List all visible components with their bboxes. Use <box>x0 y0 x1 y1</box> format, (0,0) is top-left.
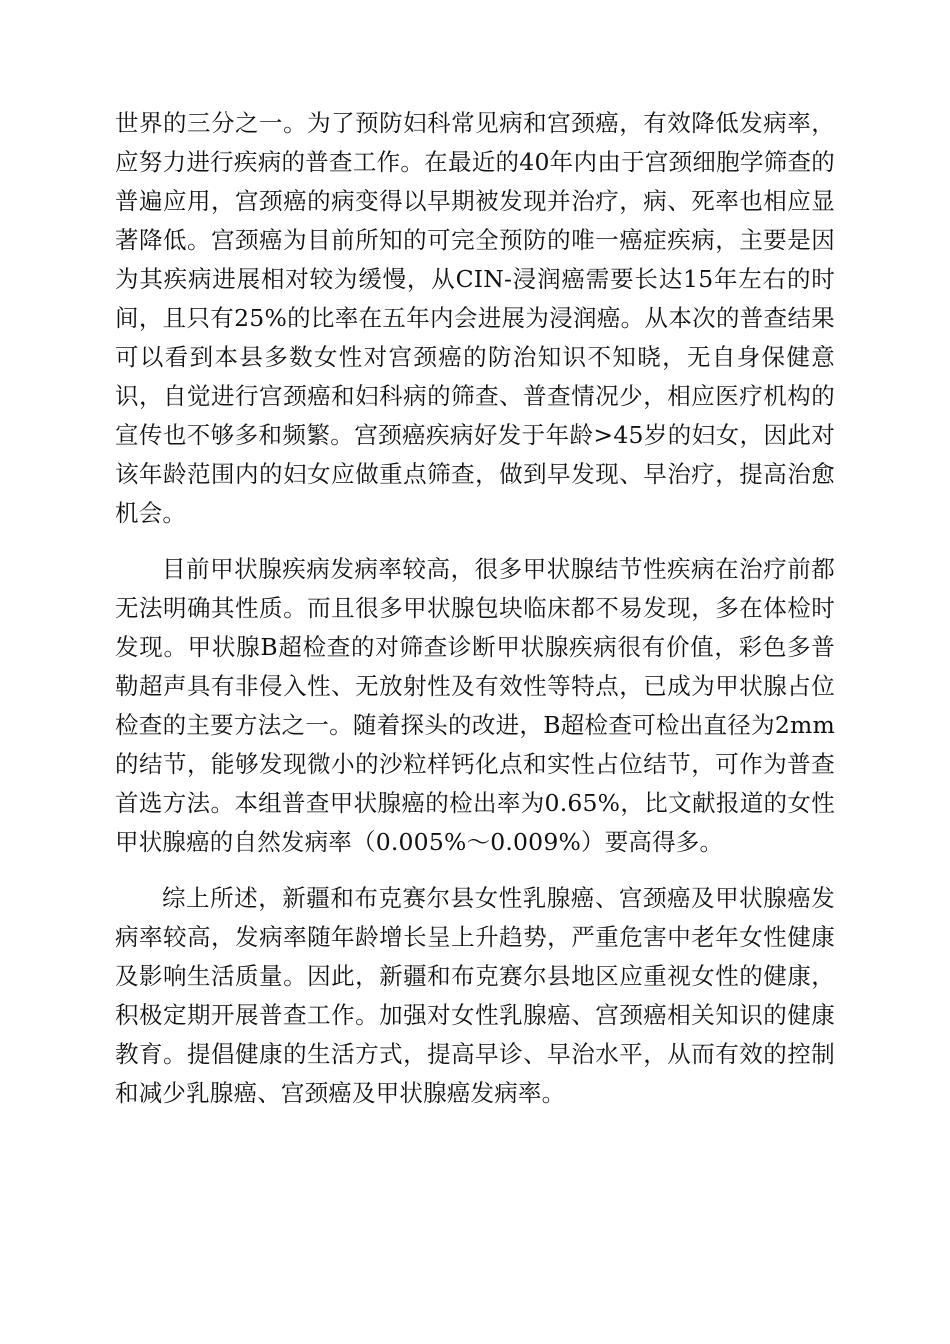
paragraph-conclusion: 综上所述，新疆和布克赛尔县女性乳腺癌、宫颈癌及甲状腺癌发病率较高，发病率随年龄增长呈上升趋势，严重危害中老年女性健康及影响生活质量。因此，新疆和布克赛尔县地区应重视女性的健康，积极定期开展普查工作。加强对女性乳腺癌、宫颈癌相关知识的健康教育。提倡健康的生活方式，提高早诊、早治水平，从而有效的控制和减少乳腺癌、宫颈癌及甲状腺癌发病率。 <box>115 884 835 1107</box>
paragraph-cervical-cancer: 世界的三分之一。为了预防妇科常见病和宫颈癌，有效降低发病率，应努力进行疾病的普查工作。在最近的40年内由于宫颈细胞学筛查的普遍应用，宫颈癌的病变得以早期被发现并治疗，病、死率也相应显著降低。宫颈癌为目前所知的可完全预防的唯一癌症疾病，主要是因为其疾病进展相对较为缓慢，从CIN-浸润癌需要长达15年左右的时间，且只有25%的比率在五年内会进展为浸润癌。从本次的普查结果可以看到本县多数女性对宫颈癌的防治知识不知晓，无自身保健意识，自觉进行宫颈癌和妇科病的筛查、普查情况少，相应医疗机构的宣传也不够多和频繁。宫颈癌疾病好发于年龄>45岁的妇女，因此对该年龄范围内的妇女应做重点筛查，做到早发现、早治疗，提高治愈机会。 <box>115 109 835 527</box>
paragraph-thyroid-disease: 目前甲状腺疾病发病率较高，很多甲状腺结节性疾病在治疗前都无法明确其性质。而且很多甲状腺包块临床都不易发现，多在体检时发现。甲状腺B超检查的对筛查诊断甲状腺疾病很有价值，彩色多普勒超声具有非侵入性、无放射性及有效性等特点，已成为甲状腺占位检查的主要方法之一。随着探头的改进，B超检查可检出直径为2mm的结节，能够发现微小的沙粒样钙化点和实性占位结节，可作为普查首选方法。本组普查甲状腺癌的检出率为0.65%，比文献报道的女性甲状腺癌的自然发病率（0.005%～0.009%）要高得多。 <box>115 555 835 856</box>
document-body <box>115 104 835 1113</box>
